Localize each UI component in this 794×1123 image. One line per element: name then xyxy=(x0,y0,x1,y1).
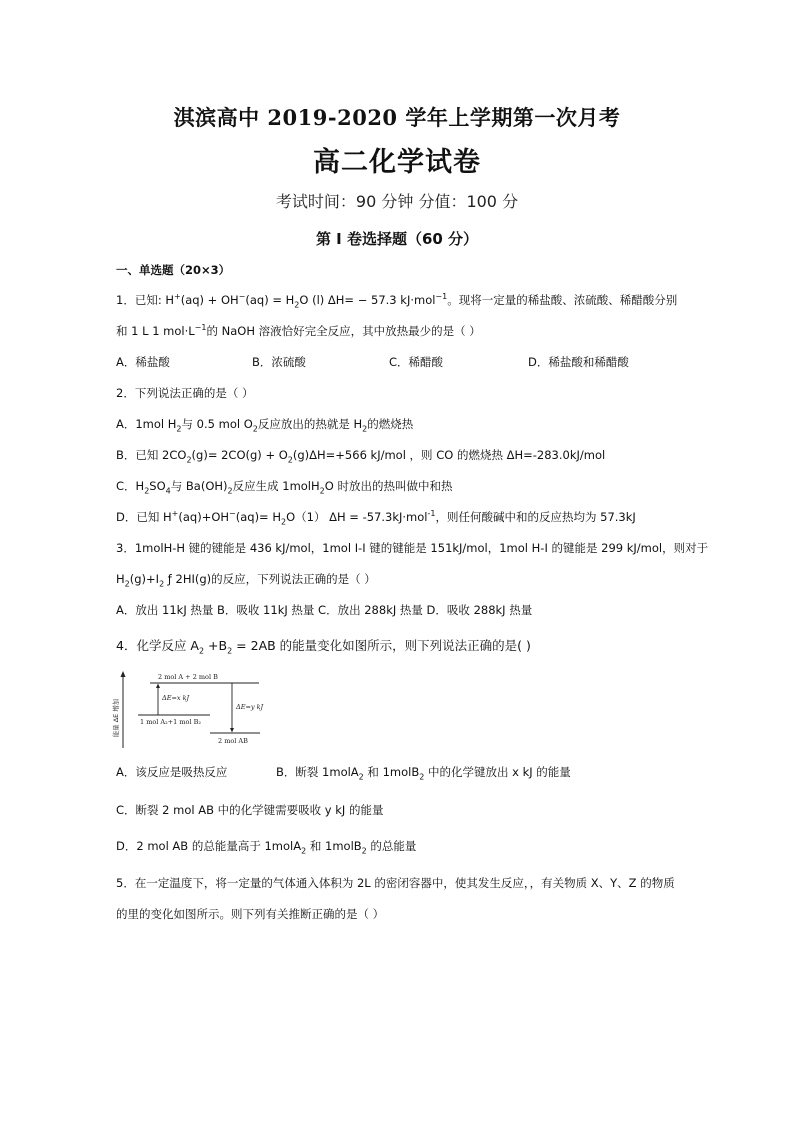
axis-label: 能量 ΔE 增加 xyxy=(112,698,120,738)
q2-stem: 2．下列说法正确的是（ ） xyxy=(116,386,254,400)
top-level-label: 2 mol A + 2 mol B xyxy=(158,673,218,681)
q4-option-b: B．断裂 1molA$_2$ 和 1molB$_2$ 中的化学键放出 x kJ 的能量 xyxy=(276,765,571,782)
school-title: 淇滨高中 2019-2020 学年上学期第一次月考 xyxy=(173,105,621,130)
section-title: 第 I 卷选择题（60 分） xyxy=(315,230,479,248)
q3-stem-line1: 3．1molH-H 键的键能是 436 kJ/mol，1mol I-I 键的键能是 151kJ/mol，1mol H-I 的键能是 299 kJ/mol，则对于 xyxy=(116,541,709,555)
part-heading: 一、单选题（20×3） xyxy=(116,263,231,277)
q1-option-a: A．稀盐酸 xyxy=(116,355,170,369)
q1-option-b: B．浓硫酸 xyxy=(252,355,306,369)
q4-option-c: C．断裂 2 mol AB 中的化学键需要吸收 y kJ 的能量 xyxy=(116,803,384,817)
q2-option-c: C．$H_2SO_4$与 $Ba(OH)_2$反应生成 1molH$_2$O 时放出的热叫做中和热 xyxy=(116,479,453,496)
q4-option-d: D．2 mol AB 的总能量高于 1molA$_2$ 和 1molB$_2$ 的总能量 xyxy=(116,839,417,856)
q1-option-d: D．稀盐酸和稀醋酸 xyxy=(528,355,629,369)
energy-diagram xyxy=(114,670,284,750)
q2-option-b: B．已知 $2CO_2(g)= 2CO(g) + O_2(g)\Delta H=+566$ kJ/mol ，则 CO 的燃烧热 ΔH=-283.0kJ/mol xyxy=(116,448,606,465)
q5-stem-line1: 5．在一定温度下，将一定量的气体通入体积为 2L 的密闭容器中，使其发生反应，，有关物质 X、Y、Z 的物质 xyxy=(116,876,675,890)
reactant-level-label: 1 mol A₂+1 mol B₂ xyxy=(140,718,201,726)
q3-stem-line2: $H_2(g)+I_2$ ƒ 2HI(g)的反应，下列说法正确的是（ ） xyxy=(116,572,376,589)
q1-stem-line2: 和 1 L 1 $mol\cdot L^{-1}$的 NaOH 溶液恰好完全反应，其中放热最少的是（ ） xyxy=(116,323,481,338)
exam-page: 淇滨高中 2019-2020 学年上学期第一次月考 高二化学试卷 考试时间：90 分钟 分值：100 分 第 I 卷选择题（60 分） 一、单选题（20×3） 1．已知: $H^+(aq) + OH^-(aq) = H_2O$ (l) ΔH= − 57.3 kJ·mol$^{-1}$。现将一定量的稀盐酸、浓硫酸、稀醋酸分别 和 1 L 1 $mol\cdot L^{-1}$的 NaOH 溶液恰好完全反应，其中放热最少的是（ ） A．稀盐酸 B．浓硫酸 C．稀醋酸 D．稀盐酸和稀醋酸 2．下列说法正确的是（ ） A．1mol $H_2$与 0.5 mol $O_2$反应放出的热就是 $H_2$的燃烧热 B．已知 $2CO_2(g)= 2CO(g) + O_2(g)\Delta H=+566$ kJ/mol ，则 CO 的燃烧热 ΔH=-283.0kJ/mol C．$H_2SO_4$与 $Ba(OH)_2$反应生成 1molH$_2$O 时放出的热叫做中和热 D．已知 $H^+(aq)+OH^-(aq)= H_2O(1) \Delta H = -57.3kJ\cdot mol^{-1}$，则任何酸碱中和的反应热均为 57.3kJ 3．1molH-H 键的键能是 436 kJ/mol，1mol I-I 键的键能是 151kJ/mol，1mol H-I 的键能是 299 kJ/mol，则对于 $H_2(g)+I_2$ ƒ 2HI(g)的反应，下列说法正确的是（ ） A．放出 11kJ 热量 B．吸收 11kJ 热量 C．放出 288kJ 热量 D．吸收 288kJ 热量 4．化学反应 $A_2 +B_2 = 2AB$ 的能量变化如图所示，则下列说法正确的是( ) 能量 ΔE 增加 2 mol A + 2 mol B 1 mol A₂+1 mol B₂ 2 mol AB ΔE=x kJ ΔE=y kJ A．该反应是吸热反应 B．断裂 1molA$_2$ 和 1molB$_2$ 中的化学键放出 x kJ 的能量 C．断裂 2 mol AB 中的化学键需要吸收 y kJ 的能量 D．2 mol AB 的总能量高于 1molA$_2$ 和 1molB$_2$ 的总能量 5．在一定温度下，将一定量的气体通入体积为 2L 的密闭容器中，使其发生反应，，有关物质 X、Y、Z 的物质 的里的变化如图所示。则下列有关推断正确的是（ ） xyxy=(0,0,794,1123)
dx-label: ΔE=x kJ xyxy=(162,694,190,702)
q3-options: A．放出 11kJ 热量 B．吸收 11kJ 热量 C．放出 288kJ 热量 D．吸收 288kJ 热量 xyxy=(116,603,533,617)
product-level-label: 2 mol AB xyxy=(218,737,248,745)
dy-label: ΔE=y kJ xyxy=(236,703,264,711)
q1-stem-line1: 1．已知: $H^+(aq) + OH^-(aq) = H_2O$ (l) ΔH= − 57.3 kJ·mol$^{-1}$。现将一定量的稀盐酸、浓硫酸、稀醋酸分别 xyxy=(116,292,678,310)
q4-stem: 4．化学反应 $A_2 +B_2 = 2AB$ 的能量变化如图所示，则下列说法正确的是( ) xyxy=(116,638,531,656)
q2-option-d: D．已知 $H^+(aq)+OH^-(aq)= H_2O(1) \Delta H = -57.3kJ\cdot mol^{-1}$，则任何酸碱中和的反应热均为 57.3kJ xyxy=(116,509,636,527)
q5-stem-line2: 的里的变化如图所示。则下列有关推断正确的是（ ） xyxy=(116,907,385,921)
exam-title: 高二化学试卷 xyxy=(313,147,481,178)
q1-option-c: C．稀醋酸 xyxy=(389,355,444,369)
q2-option-a: A．1mol $H_2$与 0.5 mol $O_2$反应放出的热就是 $H_2$的燃烧热 xyxy=(116,417,414,434)
exam-info: 考试时间：90 分钟 分值：100 分 xyxy=(275,192,519,211)
